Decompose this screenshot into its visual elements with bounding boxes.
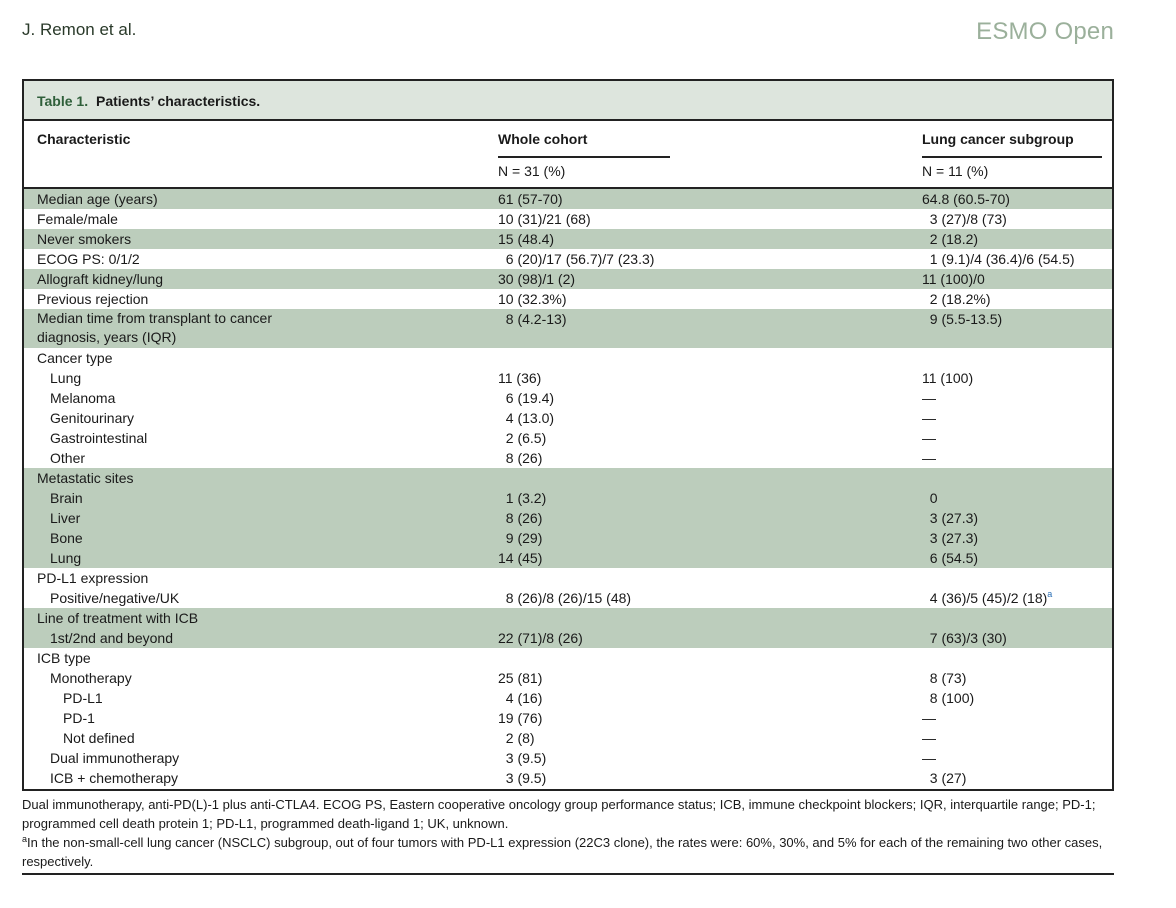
row-lung-subgroup-text: — [922, 730, 936, 746]
table-row [24, 728, 1112, 748]
patients-characteristics-table [22, 79, 1114, 791]
row-characteristic: PD-L1 expression [37, 570, 149, 586]
row-lung-subgroup-text: 3 (27)/8 (73) [922, 211, 1007, 227]
row-lung-subgroup-value [922, 368, 973, 388]
row-characteristic: Allograft kidney/lung [37, 271, 164, 287]
row-characteristic: Other [50, 450, 86, 466]
row-characteristic: Median time from transplant to cancer diagnosis, years (IQR) [37, 310, 272, 345]
row-characteristic: Lung [50, 370, 82, 386]
row-whole-cohort-value: 25 (81) [498, 670, 543, 686]
table-caption [24, 81, 1112, 121]
row-lung-subgroup-value [922, 528, 978, 548]
row-lung-subgroup-text: — [922, 410, 936, 426]
row-characteristic: Positive/negative/UK [50, 590, 180, 606]
row-characteristic: PD-L1 [63, 690, 103, 706]
row-lung-subgroup-value [922, 728, 936, 748]
author-running-head: J. Remon et al. [22, 20, 137, 39]
table-footnotes [22, 795, 1114, 871]
row-lung-subgroup-value [922, 628, 1007, 648]
footnote-reference-a[interactable]: a [1047, 589, 1053, 599]
bottom-rule [22, 873, 1114, 875]
row-characteristic: Liver [50, 510, 81, 526]
table-row [24, 628, 1112, 648]
row-whole-cohort-value: 14 (45) [498, 550, 543, 566]
table-row [24, 768, 1112, 788]
row-lung-subgroup-value [922, 588, 1052, 608]
row-lung-subgroup-text: 3 (27) [922, 770, 967, 786]
table-row [24, 588, 1112, 608]
table-row [24, 388, 1112, 408]
row-characteristic: Median age (years) [37, 191, 158, 207]
footnote-a [22, 833, 1114, 871]
row-lung-subgroup-text: — [922, 750, 936, 766]
row-characteristic: Bone [50, 530, 83, 546]
row-characteristic: Female/male [37, 211, 118, 227]
table-caption-text: Patients’ characteristics. [95, 93, 261, 109]
whole-cohort-header-rule [498, 156, 670, 158]
column-header-lung-subgroup: Lung cancer subgroup [922, 131, 1074, 147]
row-characteristic: ICB type [37, 650, 91, 666]
row-lung-subgroup-value [922, 748, 936, 768]
row-lung-subgroup-text: — [922, 710, 936, 726]
row-characteristic: Previous rejection [37, 291, 149, 307]
table-row [24, 488, 1112, 508]
row-lung-subgroup-value [922, 708, 936, 728]
row-characteristic: ICB + chemotherapy [50, 770, 179, 786]
row-lung-subgroup-text: 64.8 (60.5-70) [922, 191, 1010, 207]
row-characteristic: Cancer type [37, 350, 113, 366]
table-row [24, 568, 1112, 588]
footnote-a-text: In the non-small-cell lung cancer (NSCLC) subgroup, out of four tumors with PD-L1 expression (22C3 clone), the rates were: 60%, 30%, and 5% for each of the remaining two other cases, respectively. [22, 835, 1103, 869]
table-row [24, 608, 1112, 628]
row-lung-subgroup-text: 2 (18.2) [922, 231, 979, 247]
row-characteristic: Not defined [63, 730, 135, 746]
row-lung-subgroup-text: — [922, 390, 936, 406]
row-lung-subgroup-text: 11 (100)/0 [922, 271, 985, 287]
row-whole-cohort-value: 3 (9.5) [498, 770, 547, 786]
whole-cohort-n: N = 31 (%) [498, 163, 566, 179]
row-characteristic: Monotherapy [50, 670, 132, 686]
journal-name: ESMO Open [976, 18, 1114, 45]
table-row [24, 209, 1112, 229]
row-characteristic: Genitourinary [50, 410, 135, 426]
row-lung-subgroup-value [922, 189, 1010, 209]
row-lung-subgroup-text: — [922, 450, 936, 466]
row-characteristic: 1st/2nd and beyond [50, 630, 173, 646]
row-lung-subgroup-text: 6 (54.5) [922, 550, 979, 566]
row-lung-subgroup-text: 8 (100) [922, 690, 975, 706]
table-row [24, 269, 1112, 289]
row-whole-cohort-value: 3 (9.5) [498, 750, 547, 766]
row-whole-cohort-value: 11 (36) [498, 370, 542, 386]
row-whole-cohort-value: 4 (13.0) [498, 410, 555, 426]
row-lung-subgroup-value [922, 388, 936, 408]
row-lung-subgroup-value [922, 688, 974, 708]
row-lung-subgroup-value [922, 229, 978, 249]
row-lung-subgroup-text: 9 (5.5-13.5) [922, 311, 1003, 327]
row-whole-cohort-value: 10 (32.3%) [498, 291, 567, 307]
table-row [24, 408, 1112, 428]
table-row [24, 748, 1112, 768]
table-body [24, 189, 1112, 788]
row-characteristic: Melanoma [50, 390, 116, 406]
row-characteristic: Never smokers [37, 231, 132, 247]
row-lung-subgroup-value [922, 408, 936, 428]
table-column-header [24, 121, 1112, 189]
row-lung-subgroup-value [922, 209, 1007, 229]
row-lung-subgroup-text: 3 (27.3) [922, 510, 979, 526]
row-characteristic: ECOG PS: 0/1/2 [37, 251, 140, 267]
row-whole-cohort-value: 6 (20)/17 (56.7)/7 (23.3) [498, 251, 655, 267]
table-row [24, 229, 1112, 249]
lung-subgroup-n: N = 11 (%) [922, 163, 989, 179]
row-whole-cohort-value: 8 (26) [498, 510, 543, 526]
table-row [24, 688, 1112, 708]
row-whole-cohort-value: 61 (57-70) [498, 191, 563, 207]
table-caption-label: Table 1. [37, 93, 89, 109]
table-row [24, 708, 1112, 728]
row-whole-cohort-value: 4 (16) [498, 690, 543, 706]
row-lung-subgroup-value [922, 668, 966, 688]
table-row [24, 289, 1112, 309]
row-whole-cohort-value: 9 (29) [498, 530, 543, 546]
footnote-abbreviations: Dual immunotherapy, anti-PD(L)-1 plus anti-CTLA4. ECOG PS, Eastern cooperative oncology group performance status; ICB, immune checkpoint blockers; IQR, interquartile range; PD-1; programmed cell death protein 1; PD-L1, programmed death-ligand 1; UK, unknown. [22, 797, 1096, 831]
row-whole-cohort-value: 6 (19.4) [498, 390, 555, 406]
row-lung-subgroup-text: 1 (9.1)/4 (36.4)/6 (54.5) [922, 251, 1075, 267]
table-row [24, 368, 1112, 388]
row-lung-subgroup-text: 8 (73) [922, 670, 967, 686]
row-lung-subgroup-text: 11 (100) [922, 370, 974, 386]
table-row [24, 468, 1112, 488]
row-lung-subgroup-text: — [922, 430, 936, 446]
table-row [24, 249, 1112, 269]
row-whole-cohort-value: 1 (3.2) [498, 490, 547, 506]
row-characteristic: Line of treatment with ICB [37, 610, 199, 626]
column-header-characteristic: Characteristic [37, 131, 131, 147]
table-row [24, 309, 1112, 348]
table-row [24, 528, 1112, 548]
row-whole-cohort-value: 19 (76) [498, 710, 543, 726]
row-lung-subgroup-value [922, 249, 1075, 269]
row-whole-cohort-value: 8 (26) [498, 450, 543, 466]
row-characteristic: Brain [50, 490, 83, 506]
row-lung-subgroup-text: 3 (27.3) [922, 530, 979, 546]
table-row [24, 428, 1112, 448]
row-whole-cohort-value: 2 (6.5) [498, 430, 547, 446]
row-lung-subgroup-value [922, 428, 936, 448]
row-lung-subgroup-value [922, 508, 978, 528]
row-whole-cohort-value: 10 (31)/21 (68) [498, 211, 591, 227]
row-whole-cohort-value: 8 (4.2-13) [498, 311, 567, 327]
row-whole-cohort-value: 2 (8) [498, 730, 535, 746]
row-whole-cohort-value: 8 (26)/8 (26)/15 (48) [498, 590, 632, 606]
row-lung-subgroup-text: 2 (18.2%) [922, 291, 991, 307]
row-lung-subgroup-value [922, 309, 1002, 329]
row-lung-subgroup-value [922, 289, 990, 309]
table-row [24, 508, 1112, 528]
row-characteristic: Lung [50, 550, 82, 566]
row-whole-cohort-value: 22 (71)/8 (26) [498, 630, 583, 646]
row-lung-subgroup-value [922, 768, 966, 788]
row-lung-subgroup-text: 0 [922, 490, 938, 506]
table-row [24, 348, 1112, 368]
row-lung-subgroup-text: 4 (36)/5 (45)/2 (18) [922, 590, 1048, 606]
row-whole-cohort-value: 30 (98)/1 (2) [498, 271, 576, 287]
row-characteristic: Dual immunotherapy [50, 750, 180, 766]
running-head [22, 18, 1114, 46]
row-lung-subgroup-value [922, 269, 985, 289]
table-row [24, 648, 1112, 668]
table-row [24, 448, 1112, 468]
row-whole-cohort-value: 15 (48.4) [498, 231, 555, 247]
column-header-whole-cohort: Whole cohort [498, 131, 588, 147]
row-characteristic: PD-1 [63, 710, 95, 726]
row-characteristic: Gastrointestinal [50, 430, 148, 446]
table-row [24, 189, 1112, 209]
row-characteristic: Metastatic sites [37, 470, 134, 486]
table-row [24, 548, 1112, 568]
row-lung-subgroup-text: 7 (63)/3 (30) [922, 630, 1007, 646]
row-lung-subgroup-value [922, 448, 936, 468]
footnote-a-marker: a [22, 834, 28, 844]
row-lung-subgroup-value [922, 548, 978, 568]
table-row [24, 668, 1112, 688]
lung-subgroup-header-rule [922, 156, 1102, 158]
row-lung-subgroup-value [922, 488, 938, 508]
